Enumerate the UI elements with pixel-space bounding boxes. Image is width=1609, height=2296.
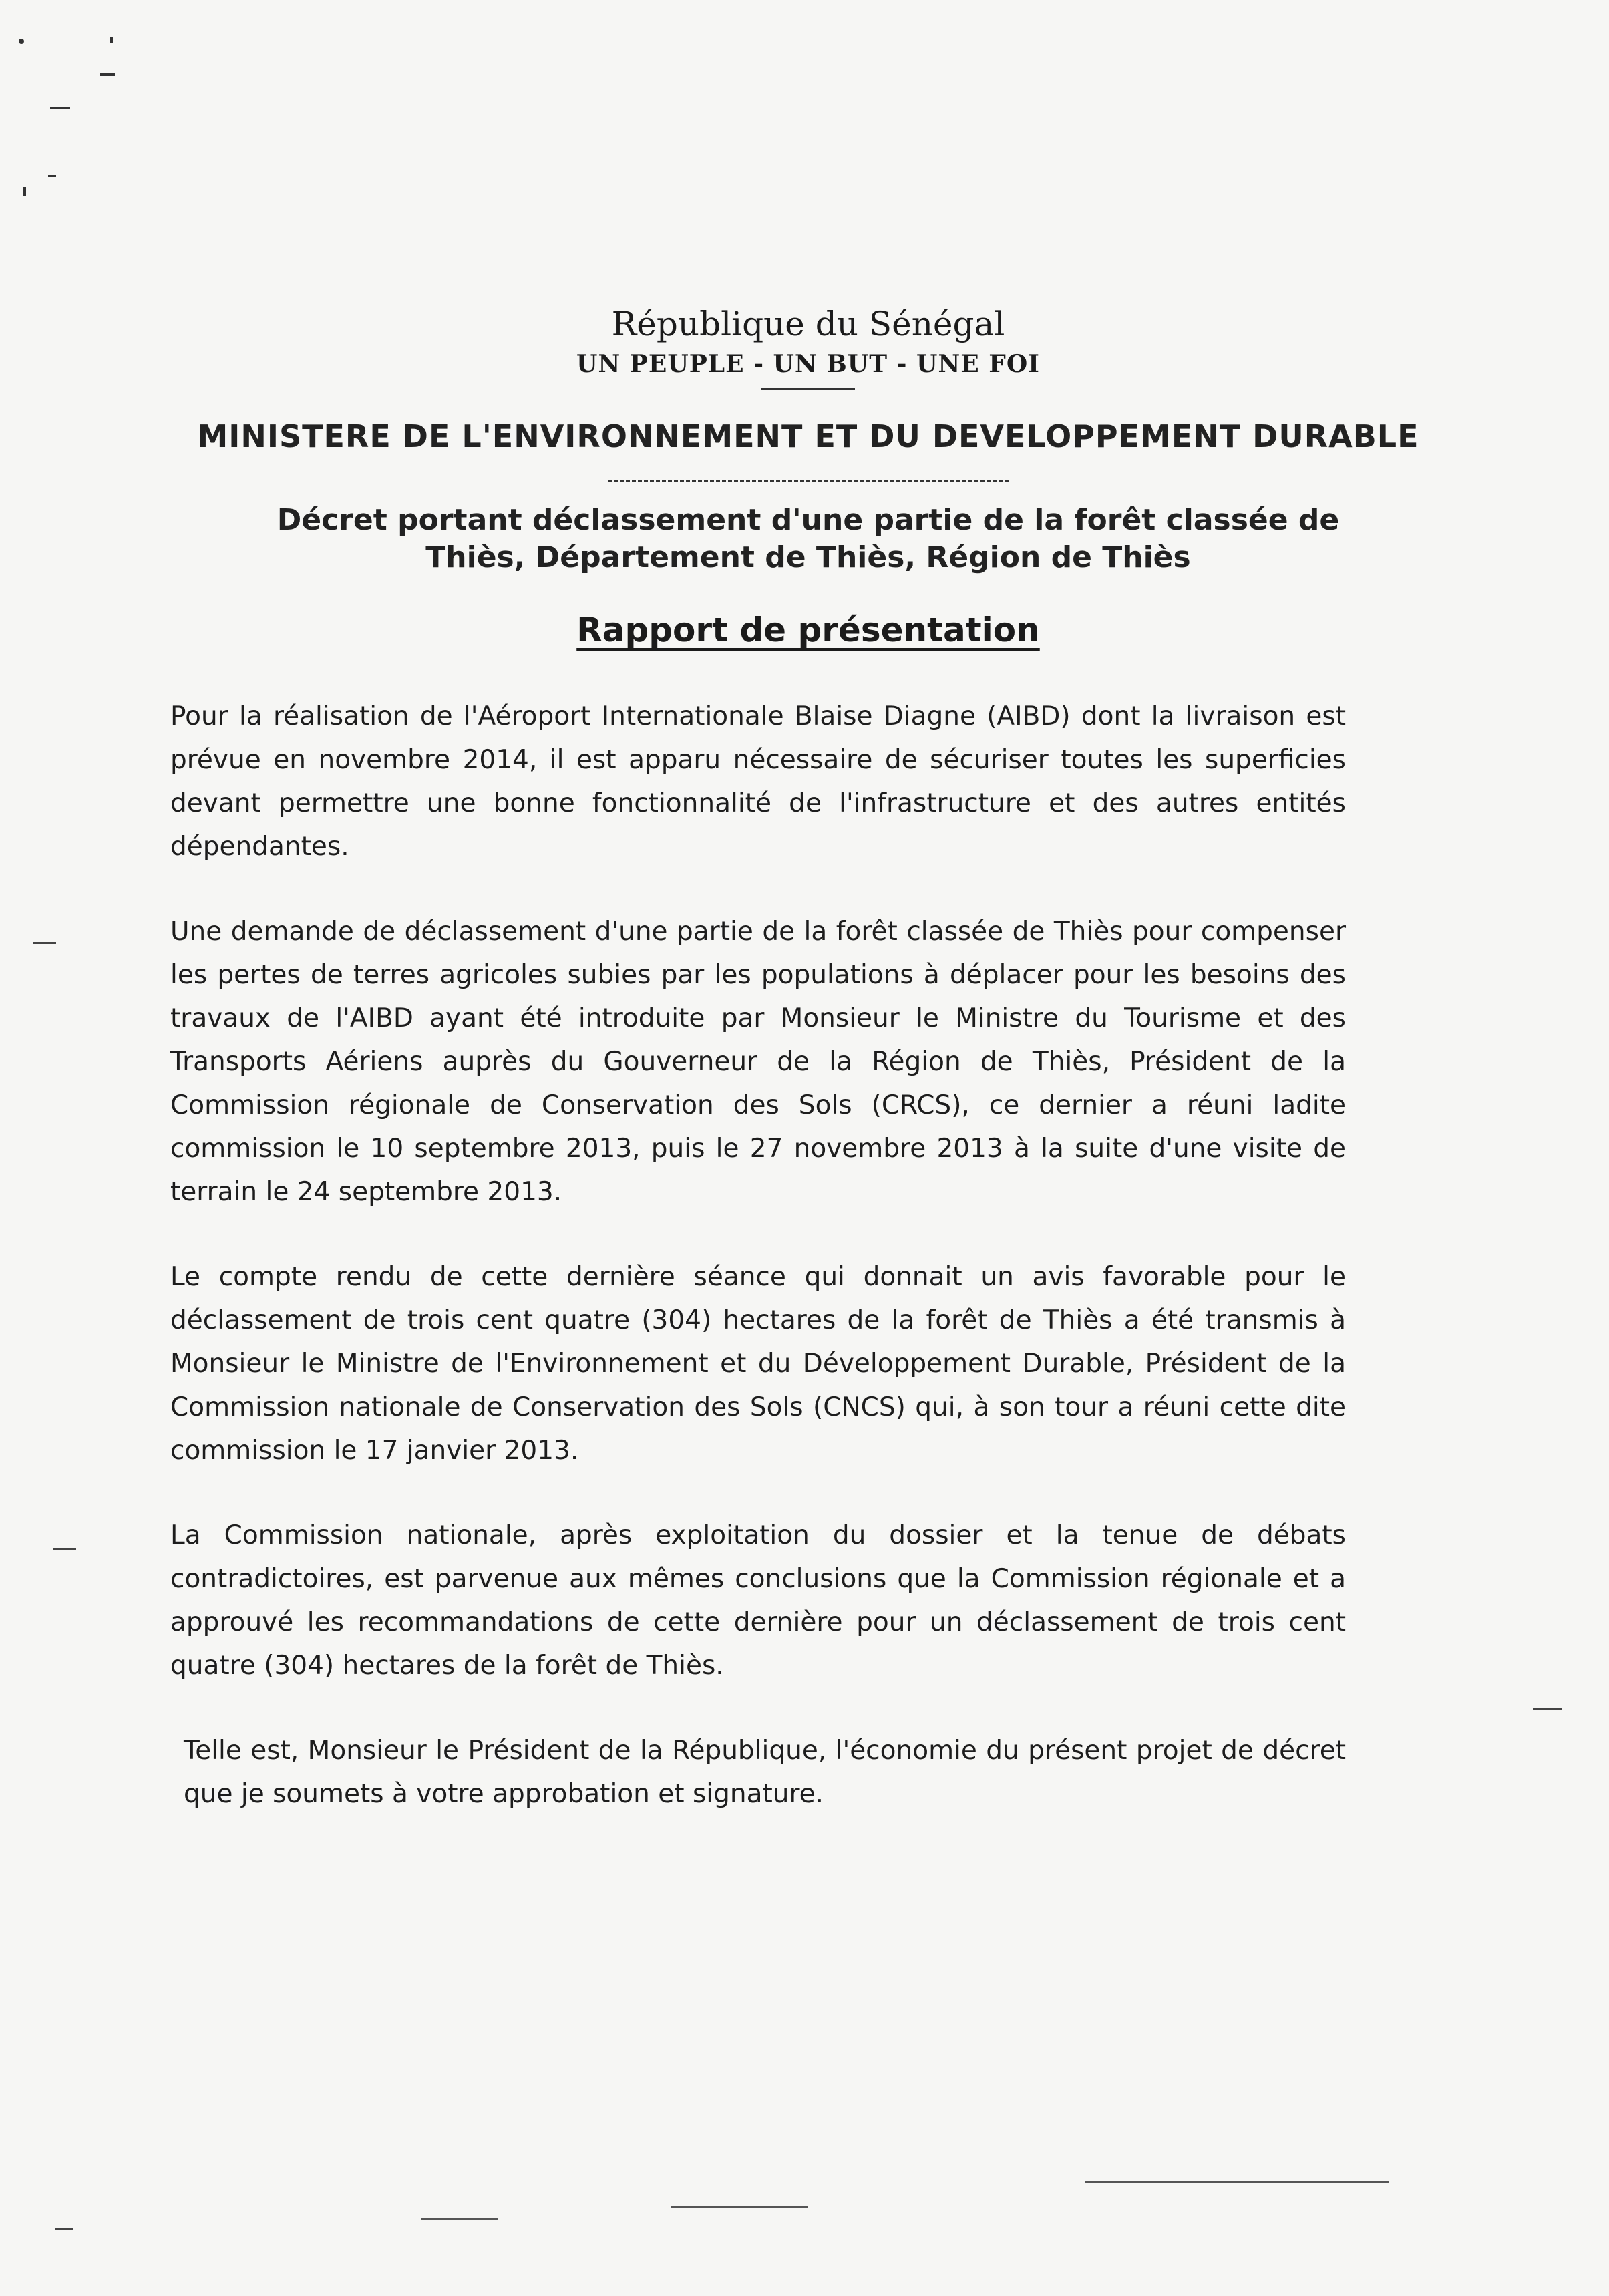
report-title: Rapport de présentation [576,611,1040,649]
scan-speck [23,187,26,196]
margin-mark [33,942,56,944]
header-separator [761,388,855,390]
paragraph: Une demande de déclassement d'une partie de la forêt classée de Thiès pour compenser les pertes de terres agricoles subies par les populations à déplacer pour les besoins des travaux de l'AIBD ayant été introduite par Monsieur le Ministre du Tourisme et des Transports Aériens auprès du Gouverneur de la Région de Thiès, Président de la Commission régionale de Conservation des Sols (CRCS), ce dernier a réuni ladite commission le 10 septembre 2013, puis le 27 novembre 2013 à la suite d'une visite de terrain le 24 septembre 2013. [170,917,1346,1207]
margin-mark [1533,1708,1562,1710]
paragraph: Le compte rendu de cette dernière séance qui donnait un avis favorable pour le déclassement de trois cent quatre (304) hectares de la forêt de Thiès a été transmis à Monsieur le Ministre de l'Environnement et du Développement Durable, Président de la Commission nationale de Conservation des Sols (CNCS) qui, à son tour a réuni cette dite commission le 17 janvier 2013. [170,1262,1346,1466]
scan-speck [110,37,113,43]
margin-mark [55,2228,73,2230]
footer-rule [421,2218,498,2220]
footer-rule [671,2206,808,2208]
document-header [160,304,1456,650]
paragraph: Pour la réalisation de l'Aéroport Internationale Blaise Diagne (AIBD) dont la livraison est prévue en novembre 2014, il est apparu nécessaire de sécuriser toutes les superficies devant permettre une bonne fonctionnalité de l'infrastructure et des autres entités dépendantes. [170,701,1346,862]
ministry-separator [608,480,1009,482]
scan-speck [48,175,56,177]
decree-title: Décret portant déclassement d'une partie de la forêt classée de Thiès, Département de Thiès, Région de Thiès [277,503,1340,575]
national-motto: UN PEUPLE - UN BUT - UNE FOI [576,350,1041,378]
scan-speck [50,107,70,109]
republic-name: République du Sénégal [611,305,1005,343]
report-body [170,695,1346,1857]
scan-speck [100,73,115,76]
margin-mark [53,1548,76,1550]
paragraph: Telle est, Monsieur le Président de la République, l'économie du présent projet de décret que je soumets à votre approbation et signature. [184,1736,1346,1809]
ministry-name: MINISTERE DE L'ENVIRONNEMENT ET DU DEVELOPPEMENT DURABLE [197,418,1419,454]
scan-speck [19,39,24,44]
paragraph: La Commission nationale, après exploitation du dossier et la tenue de débats contradictoires, est parvenue aux mêmes conclusions que la Commission régionale et a approuvé les recommandations de cette dernière pour un déclassement de trois cent quatre (304) hectares de la forêt de Thiès. [170,1520,1346,1681]
footer-rule [1085,2181,1389,2183]
